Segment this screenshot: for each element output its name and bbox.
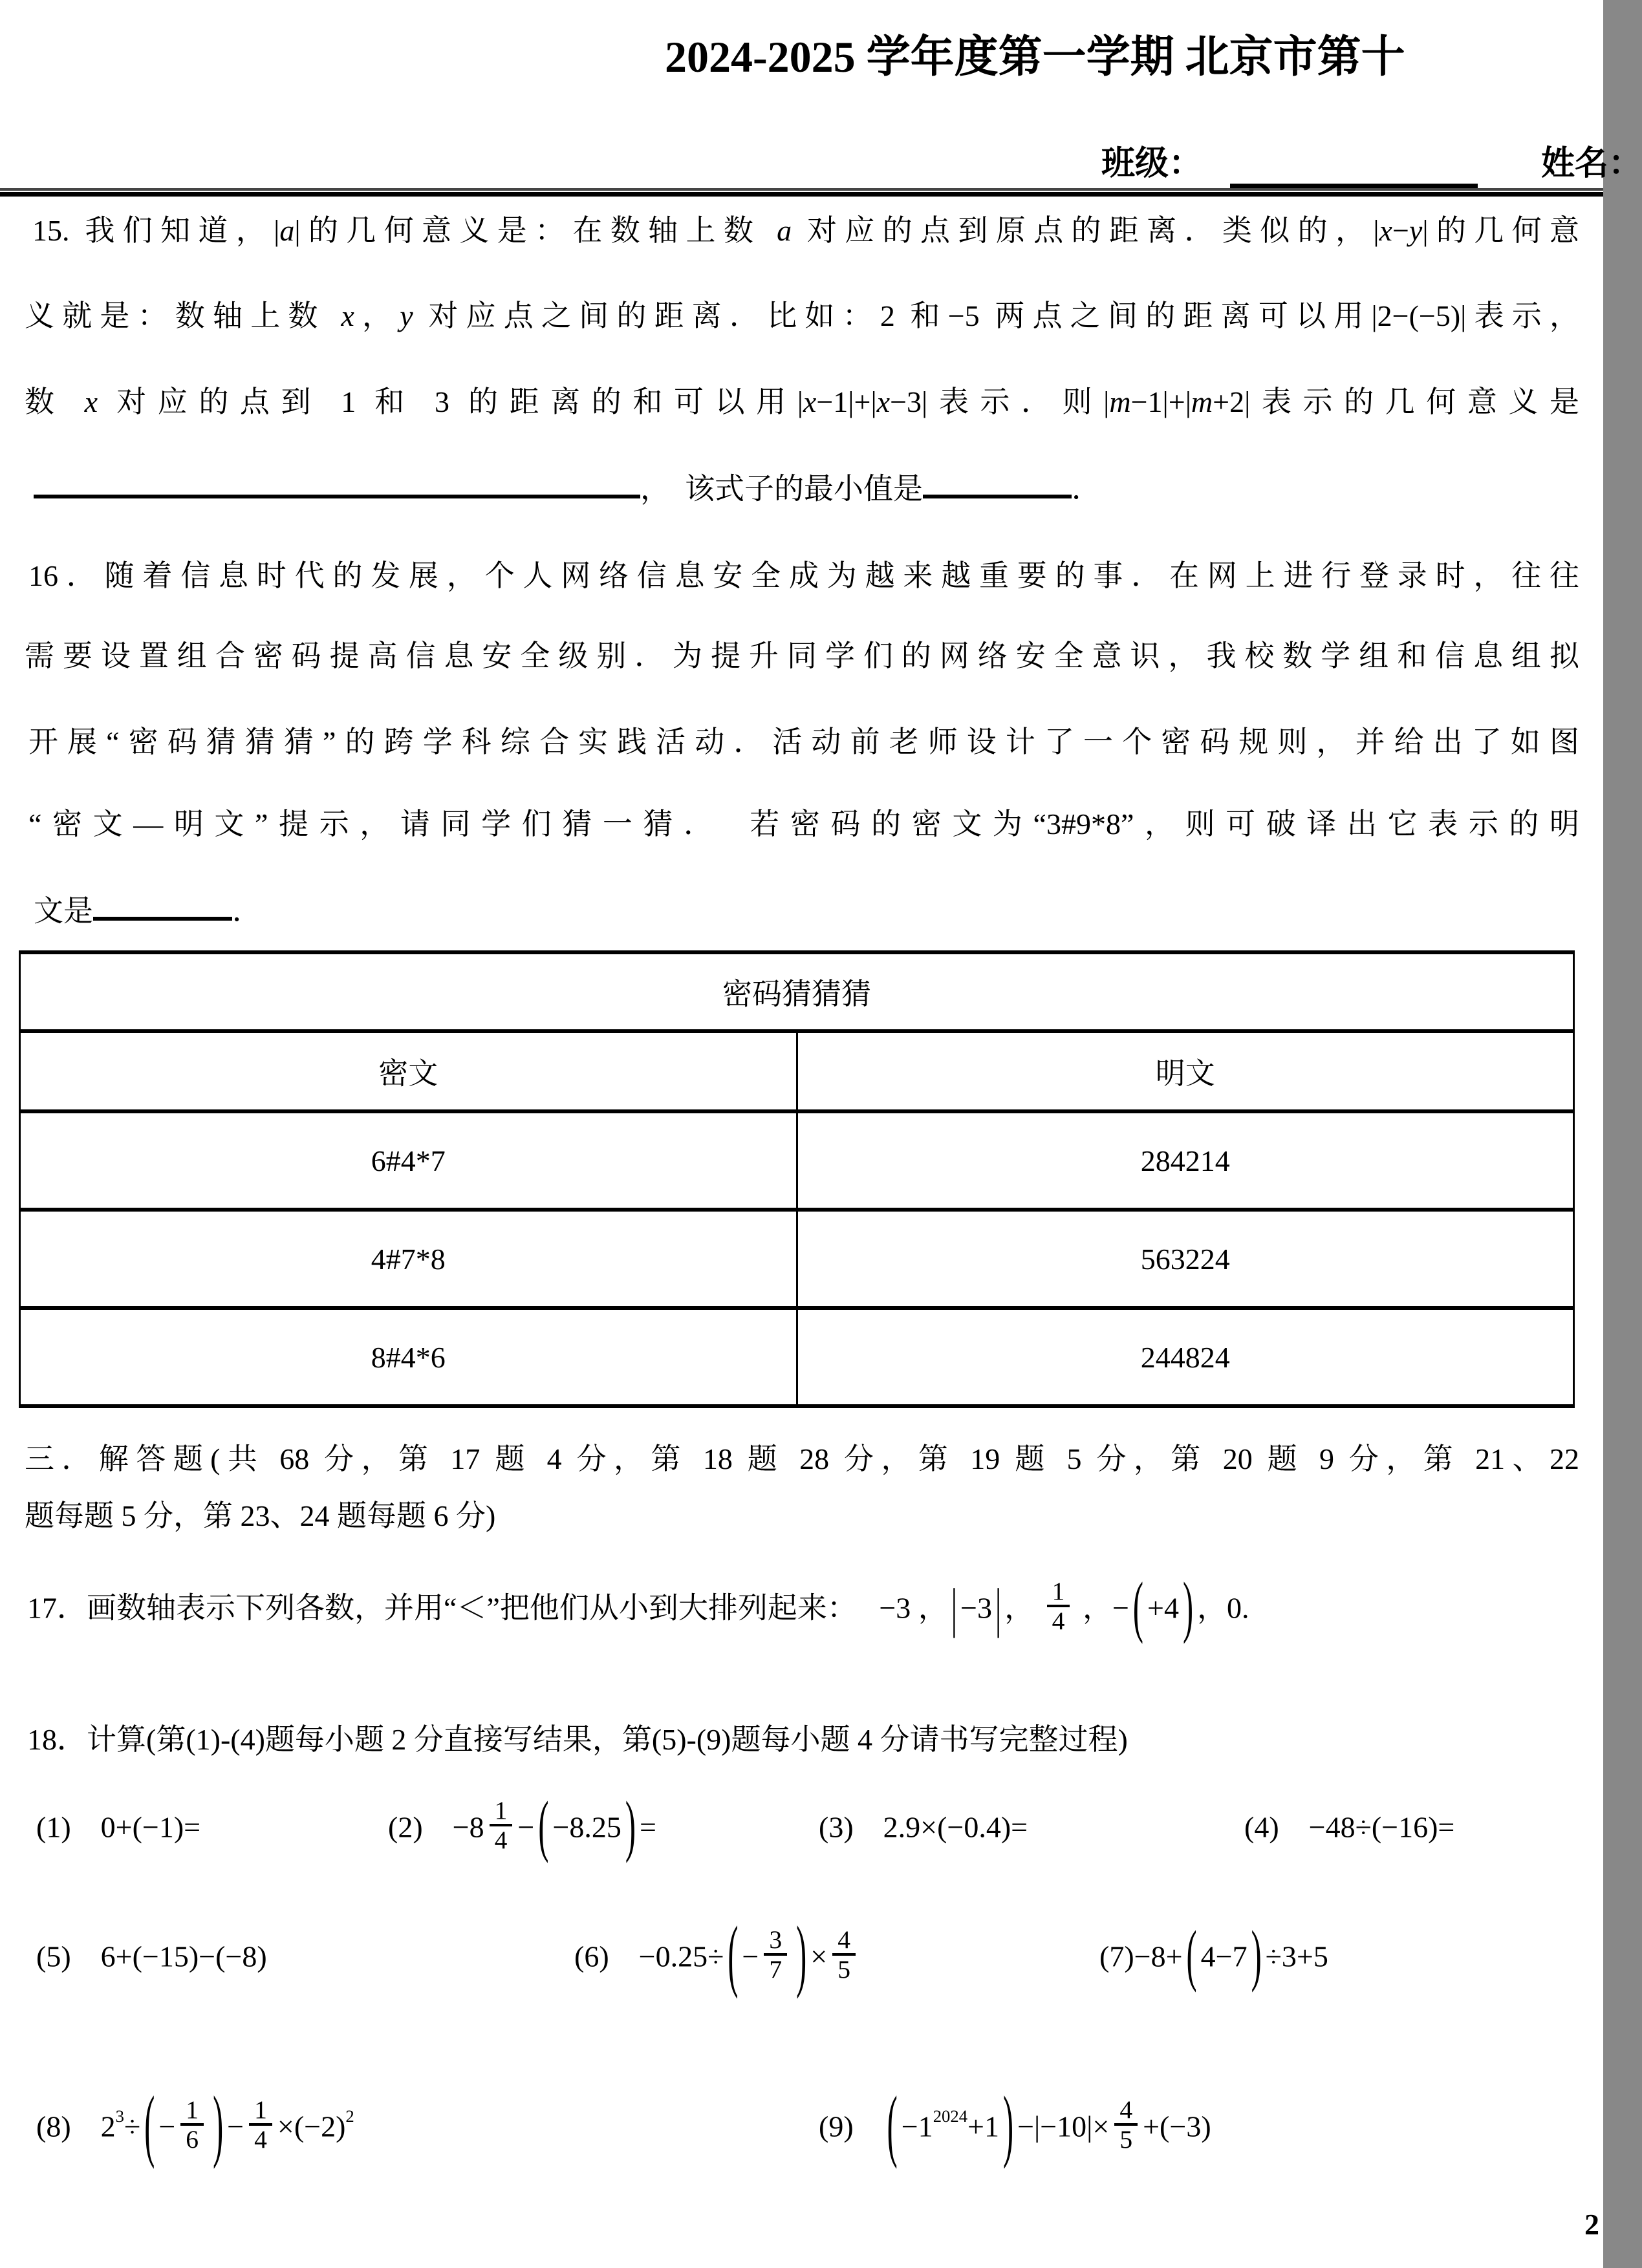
q16-line-2: 需要设置组合密码提高信息安全级别．为提升同学们的网络安全意识，我校数学组和信息组拟 [25,639,1579,672]
plain-cell: 563224 [797,1210,1574,1308]
header-divider-bottom [0,192,1603,197]
q17-line: 17．画数轴表示下列各数，并用“＜”把他们从小到大排列起来： −3 ， | −3 | ， $\frac{1}{4}$ ，− ( +4 ) ，0. [27,1570,1249,1645]
cipher-cell: 4#7*8 [20,1210,797,1308]
column-header-plain: 明文 [797,1031,1574,1111]
section3-heading-line-2: 题每题 5 分，第 23、24 题每题 6 分) [25,1499,496,1532]
q15-line-1: 15. 我们知道，|a|的几何意义是：在数轴上数 a 对应的点到原点的距离．类似的，|x−y|的几何意 [32,214,1579,247]
q18-item-5: (5) 6+(−15)−(−8) [36,1940,267,1973]
q15-line-3: 数 x 对应的点到 1 和 3 的距离的和可以用|x−1|+|x−3|表示．则|m−1|+|m+2|表示的几何意义是 [25,385,1579,418]
q18-item-8: (8) $2^3\div$ ( − $\frac{1}{6}$ ) − $\frac{1}{4}$ $\times(-2)^2$ [36,2081,354,2171]
q18-item-7: (7)−8+ ( 4−7 ) ÷3+5 [1099,1918,1328,1994]
q18-item-1: (1) 0+(−1)= [36,1810,201,1844]
q18-item-2: (2) −8 $\frac{1}{4}$ − ( −8.25 ) = [388,1789,656,1865]
column-header-cipher: 密文 [20,1031,797,1111]
q18-item-4: (4) −48÷(−16)= [1244,1810,1455,1844]
q18-item-6: (6) −0.25÷ ( − $\frac{3}{7}$ ) × $\frac{4}{5}$ [574,1912,861,1996]
q16-line-1: 16．随着信息时代的发展，个人网络信息安全成为越来越重要的事．在网上进行登录时，往往 [28,559,1579,592]
q18-item-9: (9) ( $-1^{2024}+1$ ) −|−10|× $\frac{4}{5}$ +(−3) [819,2081,1211,2171]
table-title-row [20,952,1574,1031]
class-label: 班级： [1101,145,1203,182]
cipher-cell: 8#4*6 [20,1308,797,1406]
exam-title: 2024-2025 学年度第一学期 北京市第十 [665,32,1405,81]
q16-line-3: 开展“密码猜猜猜”的跨学科综合实践活动．活动前老师设计了一个密码规则，并给出了如图 [28,725,1579,758]
section3-heading-line-1: 三．解答题(共 68 分，第 17 题 4 分，第 18 题 28 分，第 19 题 5 分，第 20 题 9 分，第 21、22 [25,1442,1579,1475]
table-header-row [20,1031,1574,1111]
q16-answer-line: 文是 ． [34,890,262,931]
cipher-cell: 6#4*7 [20,1111,797,1210]
q15-answer-line: ， 该式子的最小值是 ． [34,468,1101,509]
page-number: 2 [1584,2208,1599,2241]
table-row [20,1308,1574,1406]
plain-cell: 244824 [797,1308,1574,1406]
header-divider-top [0,188,1603,191]
table-row [20,1111,1574,1210]
q16-line-4: “密文—明文”提示，请同学们猜一猜． 若密码的密文为“3#9*8”，则可破译出它表示的明 [28,808,1579,840]
q18-header: 18．计算(第(1)-(4)题每小题 2 分直接写结果，第(5)-(9)题每小题 4 分请书写完整过程) [27,1723,1128,1756]
q18-item-3: (3) 2.9×(−0.4)= [819,1810,1028,1844]
password-table [19,950,1575,1408]
plain-cell: 284214 [797,1111,1574,1210]
q15-line-2: 义就是：数轴上数 x，y 对应点之间的距离．比如：2 和−5 两点之间的距离可以用|2−(−5)|表示， [25,299,1580,332]
table-title: 密码猜猜猜 [20,952,1574,1031]
class-blank-line [1230,184,1478,188]
name-label: 姓名： [1541,145,1642,182]
table-row [20,1210,1574,1308]
